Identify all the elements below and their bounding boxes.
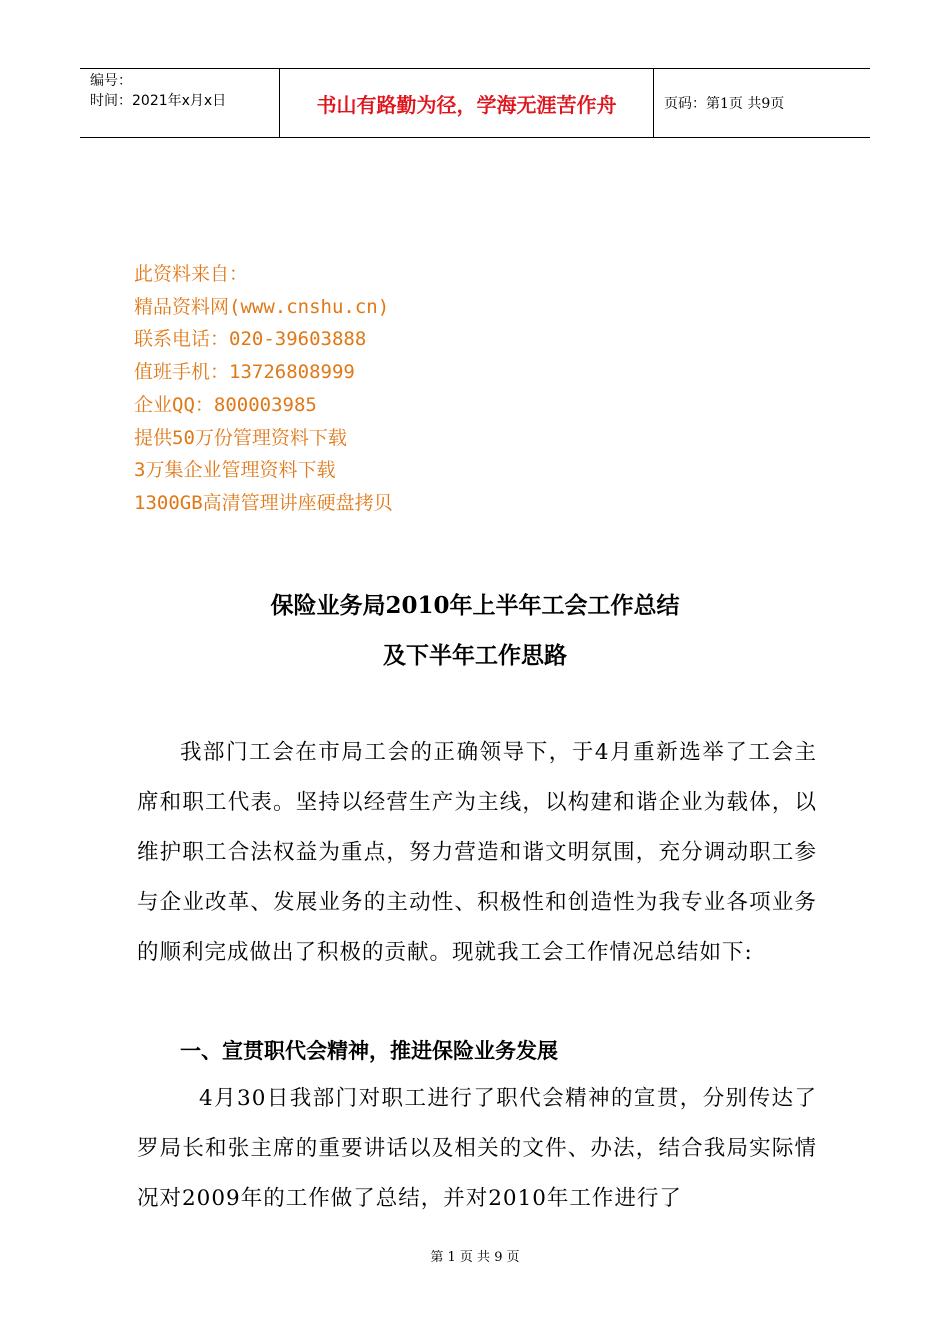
- source-info-block: [134, 258, 393, 520]
- source-line: 值班手机：13726808999: [134, 361, 355, 384]
- document-title-line1: 保险业务局2010年上半年工会工作总结: [270, 592, 680, 619]
- document-title-line2: 及下半年工作思路: [383, 642, 567, 669]
- source-line: 企业QQ：800003985: [134, 393, 317, 416]
- source-line: 精品资料网(www.cnshu.cn): [134, 295, 390, 318]
- source-line: 3万集企业管理资料下载: [134, 459, 336, 482]
- page-header: [80, 68, 870, 138]
- body-paragraph-2: 4月30日我部门对职工进行了职代会精神的宣贯，分别传达了罗局长和张主席的重要讲话以及相关的文件、办法，结合我局实际情况对2009年的工作做了总结，并对2010年工作进行了: [137, 1086, 817, 1211]
- number-label: 编号：: [90, 73, 132, 89]
- source-line: 联系电话：020-39603888: [134, 328, 367, 351]
- source-line: 提供50万份管理资料下载: [134, 426, 347, 449]
- page-footer: 第 1 页 共 9 页: [430, 1250, 520, 1265]
- time-label: 时间：2021年x月x日: [90, 93, 227, 109]
- header-page-info: 页码：第1页 共9页: [664, 96, 785, 112]
- source-line: 1300GB高清管理讲座硬盘拷贝: [134, 491, 393, 514]
- source-line: 此资料来自：: [134, 263, 249, 285]
- body-paragraph-1: 我部门工会在市局工会的正确领导下，于4月重新选举了工会主席和职工代表。坚持以经营生产为主线，以构建和谐企业为载体，以维护职工合法权益为重点，努力营造和谐文明氛围，充分调动职工参与企业改革、发展业务的主动性、积极性和创造性为我专业各项业务的顺利完成做出了积极的贡献。现就我工会工作情况总结如下:: [137, 740, 817, 965]
- section-heading-1: 一、宣贯职代会精神，推进保险业务发展: [180, 1039, 558, 1063]
- header-meta: [80, 69, 280, 137]
- header-motto: 书山有路勤为径，学海无涯苦作舟: [280, 69, 654, 137]
